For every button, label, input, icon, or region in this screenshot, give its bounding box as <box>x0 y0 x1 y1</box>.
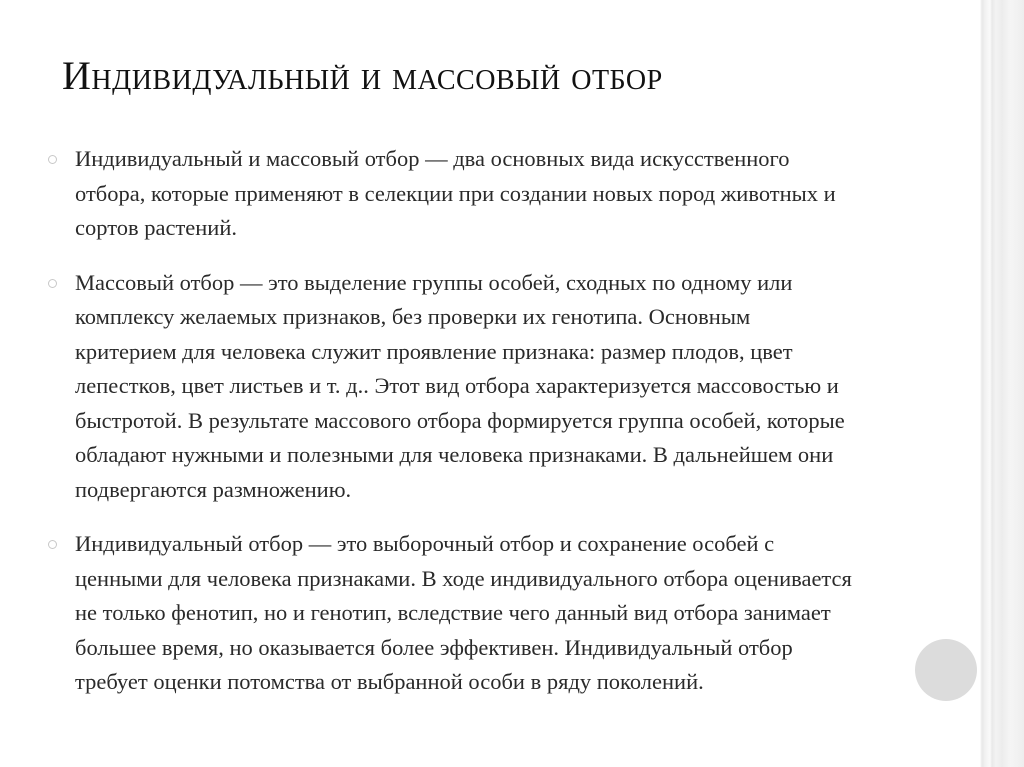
text-line: отбора, которые применяют в селекции при создании новых пород животных и <box>75 180 836 206</box>
text-line: Индивидуальный отбор — это выборочный отбор и сохранение особей с <box>75 531 775 556</box>
text-line: лепестков, цвет листьев и т. д.. Этот вид отбора характеризуется массовостью и <box>75 373 839 398</box>
text-line: ценными для человека признаками. В ходе индивидуального отбора оценивается <box>75 565 852 591</box>
text-line: не только фенотип, но и генотип, вследствие чего данный вид отбора занимает <box>75 600 831 625</box>
bullet-circle-icon <box>48 540 57 549</box>
text-line: комплексу желаемых признаков, без проверки их генотипа. Основным <box>75 304 751 329</box>
bullet-item <box>48 142 978 246</box>
text-line: быстротой. В результате массового отбора формируется группа особей, которые <box>75 407 845 433</box>
text-line: обладают нужными и полезными для человека признаками. В дальнейшем они <box>75 442 834 467</box>
bullet-item <box>48 266 978 508</box>
bullet-item <box>48 527 978 700</box>
text-line: Массовый отбор — это выделение группы особей, сходных по одному или <box>75 269 793 295</box>
bullet-circle-icon <box>48 279 57 288</box>
text-line: подвергаются размножению. <box>75 476 352 502</box>
bullet-circle-icon <box>48 155 57 164</box>
bullet-list <box>48 142 978 720</box>
text-line: большее время, но оказывается более эффективен. Индивидуальный отбор <box>75 634 793 660</box>
text-line: Индивидуальный и массовый отбор — два основных вида искусственного <box>75 146 790 171</box>
slide-title: Индивидуальный и массовый отбор <box>62 53 663 98</box>
text-line: требует оценки потомства от выбранной особи в ряду поколений. <box>75 669 704 694</box>
text-line: критерием для человека служит проявление признака: размер плодов, цвет <box>75 338 793 364</box>
text-line: сортов растений. <box>75 215 238 240</box>
decorative-edge-stripes <box>980 0 1024 767</box>
